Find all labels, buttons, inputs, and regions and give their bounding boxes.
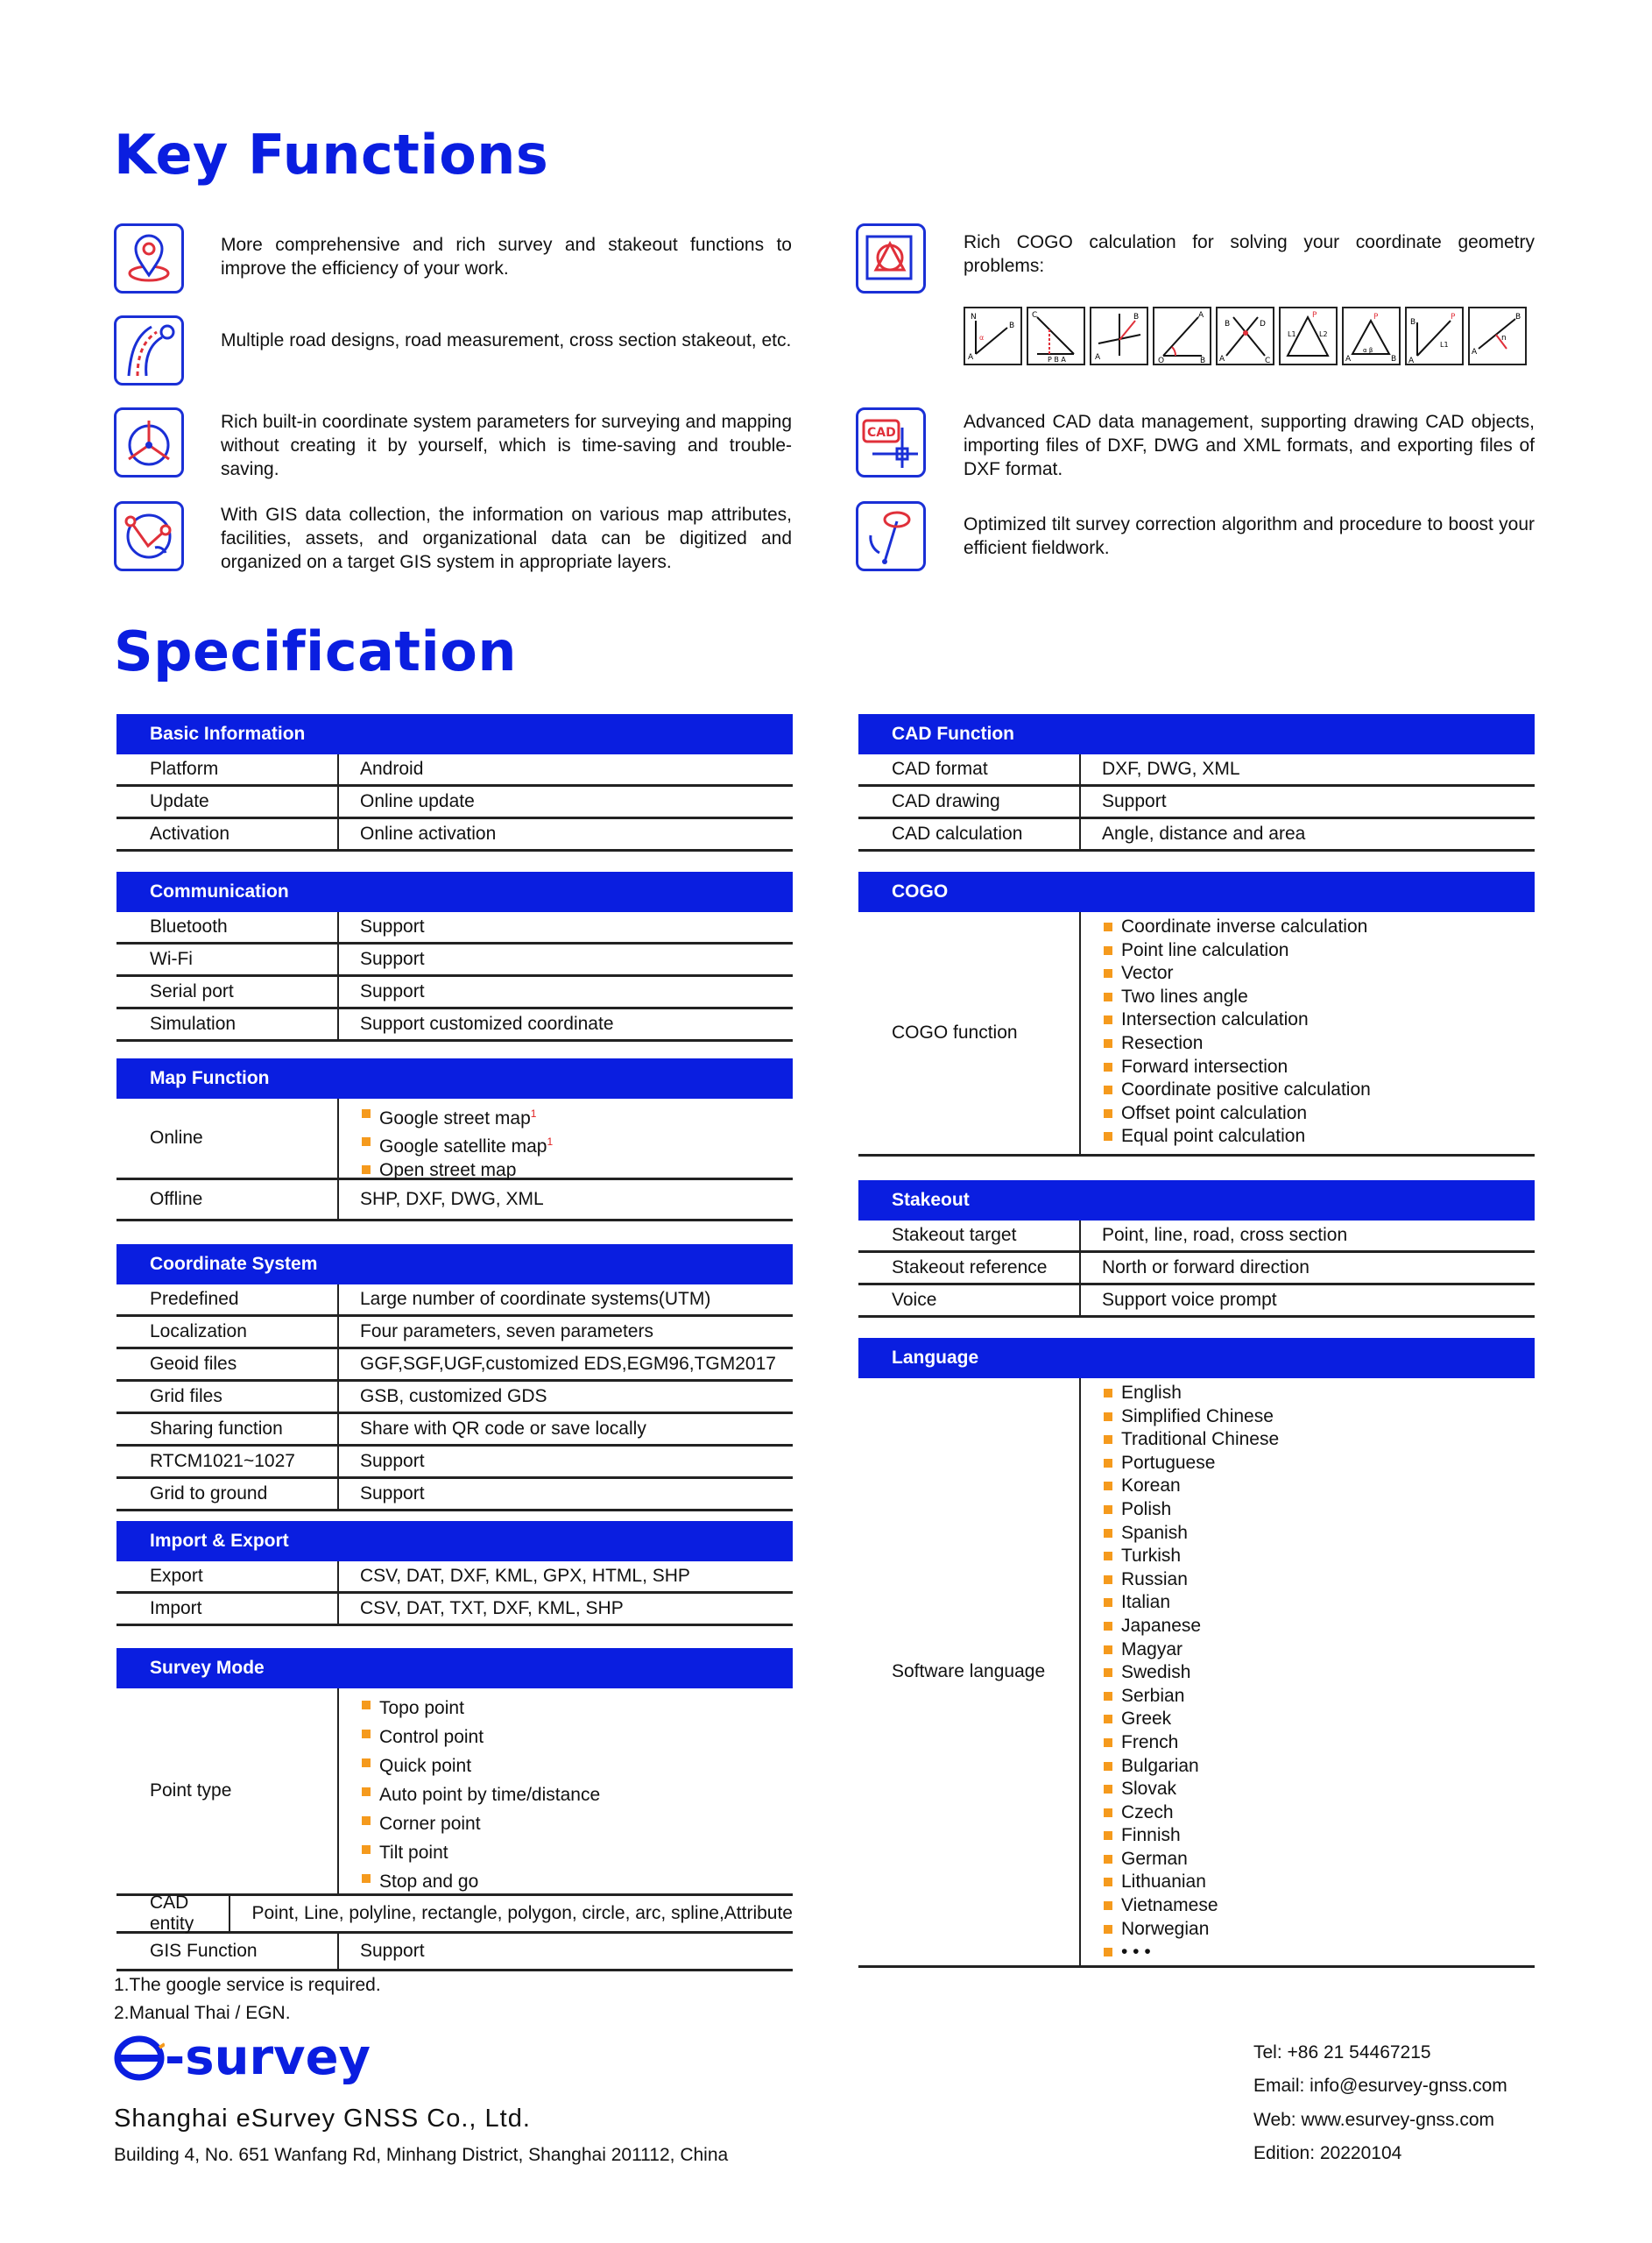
esurvey-logo <box>114 2031 371 2085</box>
svg-text:D: D <box>1260 320 1266 329</box>
svg-text:O: O <box>1158 357 1165 364</box>
cogo-diagram-point-line-icon <box>1027 307 1085 365</box>
cogo-diagram-positive-calculation-icon <box>1405 307 1464 365</box>
cogo-diagram-intersection-icon <box>1216 307 1274 365</box>
svg-text:B: B <box>1133 313 1140 322</box>
list-item: Finnish <box>1102 1824 1279 1848</box>
table-row <box>116 754 793 787</box>
svg-text:N: N <box>971 313 977 322</box>
svg-text:B: B <box>1225 320 1231 329</box>
row-label: Software language <box>858 1378 1081 1965</box>
feature-text: With GIS data collection, the information on various map attributes, facilities, assets, and organizational data can be digitized and organized on a target GIS system in appropriate layers. <box>221 505 792 572</box>
svg-text:P: P <box>1451 313 1456 322</box>
table-row <box>116 1893 793 1934</box>
list-item: Open street map <box>360 1158 553 1182</box>
row-label: Bluetooth <box>116 912 339 942</box>
cogo-diagram-offset-point-icon <box>1468 307 1527 365</box>
section-header: Stakeout <box>858 1180 1535 1221</box>
section-header: Basic Information <box>116 714 793 754</box>
table-row <box>116 977 793 1009</box>
communication-table <box>116 872 793 1042</box>
row-label: RTCM1021~1027 <box>116 1447 339 1476</box>
row-label: CAD drawing <box>858 787 1081 817</box>
list-item: Russian <box>1102 1568 1279 1592</box>
table-row <box>116 1180 793 1221</box>
company-address: Building 4, No. 651 Wanfang Rd, Minhang District, Shanghai 201112, China <box>114 2145 729 2165</box>
company-name: Shanghai eSurvey GNSS Co., Ltd. <box>114 2105 531 2133</box>
list-item: Bulgarian <box>1102 1755 1279 1779</box>
feature-text: Rich built-in coordinate system parameters for surveying and mapping without creating it by yourself, which is time-saving and trouble-saving. <box>221 412 792 479</box>
row-value: GSB, customized GDS <box>360 1386 547 1406</box>
list-item: Vietnamese <box>1102 1894 1279 1918</box>
key-functions-title: Key Functions <box>114 123 549 187</box>
table-row <box>116 1349 793 1382</box>
table-row <box>116 1099 793 1180</box>
svg-text:α: α <box>979 334 985 342</box>
list-item: Google satellite map$^1$ <box>360 1130 553 1158</box>
list-item: Simplified Chinese <box>1102 1405 1279 1429</box>
online-map-list <box>360 1102 553 1182</box>
svg-text:A: A <box>1472 348 1478 357</box>
svg-text:CAD: CAD <box>867 426 896 440</box>
row-label: Stakeout reference <box>858 1253 1081 1283</box>
section-header: Coordinate System <box>116 1244 793 1284</box>
row-label: Update <box>116 787 339 817</box>
row-value: Android <box>360 759 424 779</box>
list-item: French <box>1102 1731 1279 1755</box>
cogo-diagram-strip <box>964 307 1527 365</box>
table-row <box>116 945 793 977</box>
table-row <box>116 1009 793 1042</box>
row-value: Support <box>360 949 425 969</box>
row-value: Point, line, road, cross section <box>1102 1225 1348 1245</box>
row-label: Simulation <box>116 1009 339 1039</box>
cogo-diagram-forward-intersection-icon <box>1342 307 1401 365</box>
language-list <box>1102 1382 1279 1964</box>
list-item: Spanish <box>1102 1522 1279 1546</box>
feature-text: Optimized tilt survey correction algorithm and procedure to boost your efficient fieldwork. <box>964 514 1535 558</box>
list-item: Resection <box>1102 1032 1371 1056</box>
row-label: Stakeout target <box>858 1221 1081 1250</box>
row-value: Four parameters, seven parameters <box>360 1321 653 1341</box>
row-label: Online <box>116 1099 339 1178</box>
row-label: Predefined <box>116 1284 339 1314</box>
row-label: GIS Function <box>116 1934 339 1969</box>
table-row <box>858 787 1535 819</box>
svg-text:A: A <box>1345 355 1352 364</box>
svg-text:P: P <box>1373 313 1379 322</box>
svg-text:A: A <box>1198 311 1204 320</box>
cad-icon <box>856 407 926 478</box>
basic-information-table <box>116 714 793 852</box>
row-value: CSV, DAT, DXF, KML, GPX, HTML, SHP <box>360 1566 690 1586</box>
list-item: Offset point calculation <box>1102 1102 1371 1126</box>
table-row <box>858 1285 1535 1318</box>
svg-text:α β: α β <box>1363 347 1373 354</box>
row-value: Online update <box>360 791 475 811</box>
cad-function-table <box>858 714 1535 852</box>
list-item: Portuguese <box>1102 1452 1279 1475</box>
svg-text:B: B <box>1009 322 1015 330</box>
table-row <box>858 1253 1535 1285</box>
esurvey-logo-text: -survey <box>165 2029 371 2086</box>
svg-text:B: B <box>1391 355 1397 364</box>
section-header: Map Function <box>116 1058 793 1099</box>
esurvey-logo-icon <box>114 2035 165 2081</box>
coordinate-system-icon <box>114 407 184 478</box>
row-value: Share with QR code or save locally <box>360 1419 646 1439</box>
svg-text:C: C <box>1032 311 1038 320</box>
svg-text:B: B <box>1410 318 1416 327</box>
survey-mode-table <box>116 1648 793 1971</box>
feature-text: More comprehensive and rich survey and stakeout functions to improve the efficiency of your work. <box>221 235 792 279</box>
row-value <box>1081 912 1371 1154</box>
contact-tel: Tel: +86 21 54467215 <box>1253 2042 1431 2063</box>
row-value: Large number of coordinate systems(UTM) <box>360 1289 711 1309</box>
row-value: Support voice prompt <box>1102 1290 1277 1310</box>
row-label: Grid to ground <box>116 1479 339 1509</box>
section-header: Survey Mode <box>116 1648 793 1688</box>
footnote: 1.The google service is required. <box>114 1975 381 1995</box>
list-item: Lithuanian <box>1102 1871 1279 1894</box>
cogo-function-list <box>1102 916 1371 1149</box>
cogo-diagram-vector-icon <box>1090 307 1148 365</box>
table-row <box>116 1479 793 1511</box>
cogo-diagram-inverse-icon <box>964 307 1022 365</box>
tilt-survey-icon <box>856 501 926 571</box>
table-row <box>858 819 1535 852</box>
list-item: Two lines angle <box>1102 986 1371 1009</box>
row-value: North or forward direction <box>1102 1257 1310 1277</box>
list-item: Slovak <box>1102 1778 1279 1801</box>
svg-text:L2: L2 <box>1319 330 1328 338</box>
feature-text: Rich COGO calculation for solving your coordinate geometry problems: <box>964 232 1535 276</box>
cogo-icon <box>856 223 926 294</box>
edition: Edition: 20220104 <box>1253 2143 1402 2163</box>
row-label: Wi-Fi <box>116 945 339 974</box>
list-item: German <box>1102 1848 1279 1872</box>
location-pin-icon <box>114 223 184 294</box>
svg-text:B: B <box>1515 313 1521 322</box>
table-row <box>116 1561 793 1594</box>
feature-text: Advanced CAD data management, supporting drawing CAD objects, importing files of DXF, DWG and XML formats, and exporting files of DXF format. <box>964 412 1535 479</box>
svg-text:P: P <box>1312 311 1317 320</box>
list-item: Vector <box>1102 962 1371 986</box>
coordinate-system-table <box>116 1244 793 1511</box>
row-value: Support <box>360 916 425 937</box>
list-item: Italian <box>1102 1591 1279 1615</box>
row-value: Support <box>360 981 425 1001</box>
row-label: Localization <box>116 1317 339 1347</box>
row-value: Support <box>1102 791 1167 811</box>
section-header: Communication <box>116 872 793 912</box>
svg-text:n: n <box>1501 334 1507 343</box>
list-item: Czech <box>1102 1801 1279 1825</box>
svg-text:L1: L1 <box>1288 330 1296 338</box>
map-function-table <box>116 1058 793 1221</box>
row-value: Point, Line, polyline, rectangle, polygon, circle, arc, spline,Attribute <box>251 1903 793 1923</box>
svg-text:P B A: P B A <box>1048 356 1066 364</box>
section-header: COGO <box>858 872 1535 912</box>
row-label: Point type <box>116 1688 339 1893</box>
section-header: Import & Export <box>116 1521 793 1561</box>
list-item: Greek <box>1102 1708 1279 1731</box>
list-item: Point line calculation <box>1102 939 1371 963</box>
list-item: Corner point <box>360 1809 600 1838</box>
list-item: Intersection calculation <box>1102 1008 1371 1032</box>
row-value: GGF,SGF,UGF,customized EDS,EGM96,TGM2017 <box>360 1354 776 1374</box>
row-label: Grid files <box>116 1382 339 1412</box>
language-table <box>858 1338 1535 1968</box>
list-item: Stop and go <box>360 1867 600 1896</box>
point-type-list <box>360 1694 600 1896</box>
table-row <box>116 1382 793 1414</box>
row-label: Export <box>116 1561 339 1591</box>
list-item: Serbian <box>1102 1685 1279 1709</box>
specification-title: Specification <box>114 619 518 683</box>
row-value: Online activation <box>360 824 497 844</box>
list-item: Coordinate inverse calculation <box>1102 916 1371 939</box>
table-row <box>858 754 1535 787</box>
list-item: Turkish <box>1102 1545 1279 1568</box>
table-row <box>116 1688 793 1896</box>
list-item: Korean <box>1102 1475 1279 1498</box>
list-item: Tilt point <box>360 1838 600 1867</box>
list-item: Swedish <box>1102 1661 1279 1685</box>
row-value: Angle, distance and area <box>1102 824 1306 844</box>
table-row <box>116 1284 793 1317</box>
gis-icon <box>114 501 184 571</box>
table-row <box>858 1378 1535 1968</box>
list-item: Equal point calculation <box>1102 1125 1371 1149</box>
list-item: Polish <box>1102 1498 1279 1522</box>
section-header: CAD Function <box>858 714 1535 754</box>
row-value: CSV, DAT, TXT, DXF, KML, SHP <box>360 1598 624 1618</box>
footnote: 2.Manual Thai / EGN. <box>114 2003 291 2023</box>
svg-text:B: B <box>1200 357 1206 364</box>
list-item: Coordinate positive calculation <box>1102 1079 1371 1102</box>
svg-text:L1: L1 <box>1440 341 1449 349</box>
svg-text:A: A <box>1095 353 1101 362</box>
table-row <box>858 1221 1535 1253</box>
table-row <box>116 1414 793 1447</box>
table-row <box>116 787 793 819</box>
import-export-table <box>116 1521 793 1626</box>
row-label: Offline <box>116 1180 339 1219</box>
stakeout-table <box>858 1180 1535 1318</box>
row-label: Voice <box>858 1285 1081 1315</box>
row-label: Activation <box>116 819 339 849</box>
row-value <box>1081 1378 1279 1965</box>
contact-email: Email: info@esurvey-gnss.com <box>1253 2076 1507 2096</box>
row-label: Import <box>116 1594 339 1624</box>
row-label: COGO function <box>858 912 1081 1154</box>
row-value <box>339 1688 600 1893</box>
table-row <box>116 1317 793 1349</box>
table-row <box>116 1934 793 1971</box>
list-item: • • • <box>1102 1941 1279 1964</box>
list-item: Topo point <box>360 1694 600 1723</box>
list-item: Forward intersection <box>1102 1056 1371 1079</box>
list-item: Magyar <box>1102 1638 1279 1662</box>
row-label: CAD format <box>858 754 1081 784</box>
row-value: Support <box>360 1451 425 1471</box>
row-label: CAD entity <box>116 1896 230 1931</box>
contact-web: Web: www.esurvey-gnss.com <box>1253 2110 1495 2130</box>
cogo-diagram-two-lines-angle-icon <box>1153 307 1211 365</box>
cogo-diagram-resection-icon <box>1279 307 1338 365</box>
list-item: Quick point <box>360 1751 600 1780</box>
svg-text:A: A <box>1219 355 1225 364</box>
list-item: Japanese <box>1102 1615 1279 1638</box>
row-value: Support <box>360 1483 425 1504</box>
cogo-table <box>858 872 1535 1157</box>
svg-text:A: A <box>968 353 974 362</box>
list-item: Norwegian <box>1102 1918 1279 1942</box>
table-row <box>116 819 793 852</box>
row-label: Geoid files <box>116 1349 339 1379</box>
row-value: DXF, DWG, XML <box>1102 759 1240 779</box>
row-label: Sharing function <box>116 1414 339 1444</box>
svg-text:C: C <box>1265 357 1271 364</box>
road-icon <box>114 315 184 386</box>
list-item: English <box>1102 1382 1279 1405</box>
table-row <box>116 912 793 945</box>
row-value: SHP, DXF, DWG, XML <box>360 1189 544 1209</box>
row-value: Support <box>360 1941 425 1961</box>
feature-text: Multiple road designs, road measurement, cross section stakeout, etc. <box>221 330 792 350</box>
table-row <box>116 1447 793 1479</box>
table-row <box>116 1594 793 1626</box>
row-value <box>339 1099 553 1178</box>
section-header: Language <box>858 1338 1535 1378</box>
table-row <box>858 912 1535 1157</box>
list-item: Traditional Chinese <box>1102 1428 1279 1452</box>
row-value: Support customized coordinate <box>360 1014 614 1034</box>
list-item: Google street map$^1$ <box>360 1102 553 1130</box>
row-label: Platform <box>116 754 339 784</box>
row-label: CAD calculation <box>858 819 1081 849</box>
list-item: Control point <box>360 1723 600 1751</box>
svg-text:A: A <box>1408 357 1415 364</box>
row-label: Serial port <box>116 977 339 1007</box>
list-item: Auto point by time/distance <box>360 1780 600 1809</box>
